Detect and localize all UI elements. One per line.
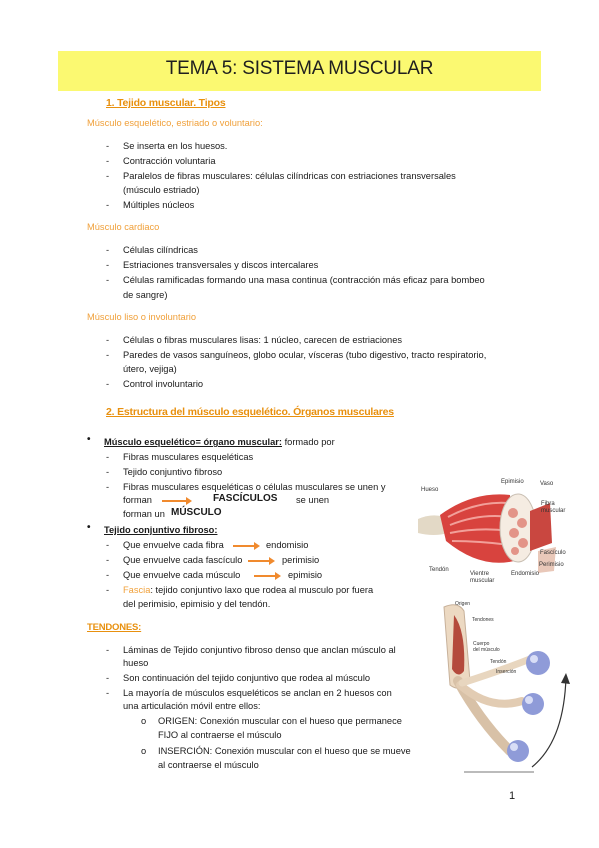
list-item: Control involuntario (123, 379, 204, 389)
figure-label: Hueso (421, 487, 439, 493)
list-item: Fibras musculares esqueléticas o células musculares se unen y (123, 482, 386, 492)
list-item: Células cilíndricas (123, 245, 198, 255)
dash: - (106, 200, 110, 210)
bullet1-bold: Músculo esquelético= órgano muscular: (104, 437, 282, 447)
se-unen-label: se unen (296, 495, 330, 505)
dash: - (106, 379, 110, 389)
skeletal-title: Músculo esquelético, estriado o voluntario: (87, 118, 263, 128)
list-item: Tejido conjuntivo fibroso (123, 467, 223, 477)
dash: - (106, 570, 110, 580)
dash: - (106, 156, 110, 166)
figure-label: muscular (541, 508, 566, 514)
muscle-structure-figure (418, 473, 578, 585)
list-item-target: epimisio (288, 570, 323, 580)
list-item: Que envuelve cada fascículo (123, 555, 243, 565)
musculo-label: MÚSCULO (171, 507, 222, 518)
list-item: Contracción voluntaria (123, 156, 216, 166)
figure-label: Vientre (470, 571, 489, 577)
figure-label: Epimisio (501, 479, 524, 485)
dash: - (106, 467, 110, 477)
figure-label: Tendón (490, 659, 507, 665)
dash: - (106, 673, 110, 683)
figure-label: Fibra (541, 501, 555, 507)
forman-un-label: forman un (123, 509, 165, 519)
fascia-line (123, 584, 373, 596)
sub-list-item: al contraerse el músculo (158, 760, 259, 770)
figure-label: Origen (455, 601, 471, 607)
arrow-right-icon (233, 545, 255, 547)
bullet1-text (104, 436, 335, 448)
list-item: Son continuación del tejido conjuntivo que rodea al músculo (123, 673, 371, 683)
list-item: Que envuelve cada fibra (123, 540, 224, 550)
sub-bullet-icon: o (141, 716, 147, 726)
figure-label: Endomisio (511, 571, 540, 577)
section1-heading: 1. Tejido muscular. Tipos (106, 97, 226, 109)
fascia-word: Fascia (123, 585, 151, 595)
dash: - (106, 482, 110, 492)
arrow-right-icon (254, 575, 276, 577)
bullet: • (87, 434, 91, 445)
list-item: La mayoría de músculos esqueléticos se anclan en 2 huesos con (123, 688, 392, 698)
list-item: Paralelos de fibras musculares: células cilíndricas con estriaciones transversales (123, 171, 456, 181)
list-item: útero, vejiga) (123, 364, 177, 374)
arm-tendon-figure (440, 601, 575, 781)
section2-heading: 2. Estructura del músculo esquelético. Órganos musculares (106, 406, 394, 418)
list-item: Fibras musculares esqueléticas (123, 452, 254, 462)
fasciculos-label: FASCÍCULOS (213, 493, 278, 504)
figure-label: Perimisio (539, 562, 564, 568)
page-number: 1 (509, 790, 516, 802)
dash: - (106, 350, 110, 360)
fascia-rest: : tejido conjuntivo laxo que rodea al musculo por fuera (150, 585, 374, 595)
dash: - (106, 245, 110, 255)
figure-label: muscular (470, 578, 495, 584)
bullet2-text: Tejido conjuntivo fibroso: (104, 525, 218, 535)
list-item: Estriaciones transversales y discos intercalares (123, 260, 319, 270)
list-item: una articulación móvil entre ellos: (123, 701, 261, 711)
cardiac-title: Músculo cardiaco (87, 222, 160, 232)
dash: - (106, 555, 110, 565)
list-item: Células o fibras musculares lisas: 1 núcleo, carecen de estriaciones (123, 335, 403, 345)
dash: - (106, 275, 110, 285)
figure-label: Inserción (496, 669, 517, 675)
dash: - (106, 141, 110, 151)
dash: - (106, 645, 110, 655)
figure-label: Tendones (472, 617, 494, 623)
dash: - (106, 585, 110, 595)
sub-list-item: INSERCIÓN: Conexión muscular con el hueso que se mueve (158, 746, 411, 756)
forman-label: forman (123, 495, 152, 505)
arrow-right-icon (162, 500, 187, 502)
fascia-line2: del perimisio, epimisio y del tendón. (123, 599, 271, 609)
bullet1-rest: formado por (281, 437, 335, 447)
sub-bullet-icon: o (141, 746, 147, 756)
sub-list-item: ORIGEN: Conexión muscular con el hueso que permanece (158, 716, 402, 726)
smooth-title: Músculo liso o involuntario (87, 312, 197, 322)
dash: - (106, 452, 110, 462)
dash: - (106, 540, 110, 550)
list-item: de sangre) (123, 290, 168, 300)
list-item: Láminas de Tejido conjuntivo fibroso denso que anclan músculo al (123, 645, 396, 655)
bullet: • (87, 522, 91, 533)
figure-label: Cuerpo (473, 641, 490, 647)
list-item-target: perimisio (282, 555, 320, 565)
figure-label: Fascículo (540, 550, 566, 556)
figure-label: Tendón (429, 567, 449, 573)
list-item-target: endomisio (266, 540, 309, 550)
dash: - (106, 688, 110, 698)
list-item: (músculo estriado) (123, 185, 200, 195)
list-item: Células ramificadas formando una masa continua (contracción más eficaz para bombeo (123, 275, 485, 285)
sub-list-item: FIJO al contraerse el músculo (158, 730, 282, 740)
tendones-heading: TENDONES: (87, 622, 142, 633)
figure-label: del músculo (473, 647, 500, 653)
list-item: Se inserta en los huesos. (123, 141, 228, 151)
arrow-right-icon (248, 560, 270, 562)
list-item: Que envuelve cada músculo (123, 570, 241, 580)
dash: - (106, 335, 110, 345)
figure-label: Vaso (540, 481, 554, 487)
page-title: TEMA 5: SISTEMA MUSCULAR (165, 58, 434, 79)
list-item: hueso (123, 658, 149, 668)
dash: - (106, 171, 110, 181)
arm-illustration (440, 601, 575, 781)
list-item: Múltiples núcleos (123, 200, 195, 210)
dash: - (106, 260, 110, 270)
list-item: Paredes de vasos sanguíneos, globo ocular, vísceras (tubo digestivo, tracto respiratorio, (123, 350, 487, 360)
